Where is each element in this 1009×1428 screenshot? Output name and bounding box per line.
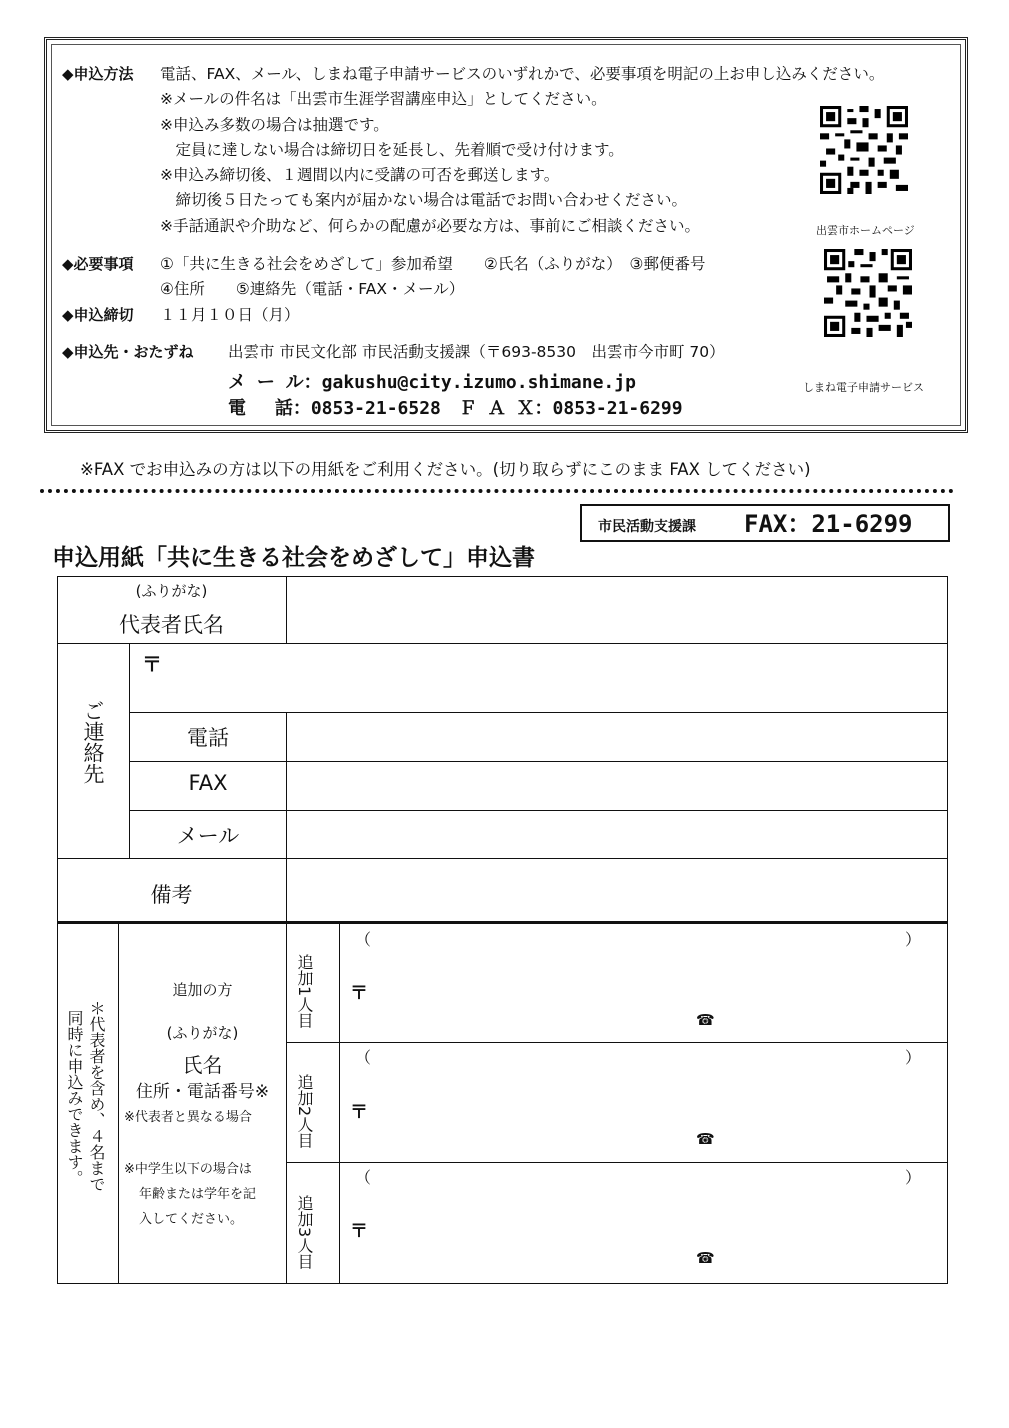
person-3-postal-mark: 〒: [350, 1221, 368, 1242]
fax-label: FAX: [188, 771, 228, 795]
fax-badge: [580, 504, 950, 542]
rep-name-field[interactable]: [287, 577, 947, 643]
deadline-label: ◆申込締切: [62, 306, 134, 324]
mail-label: メール: [176, 824, 240, 848]
cut-line: [40, 489, 954, 493]
note-line: 定員に達しない場合は締切日を延長し、先着順で受け付けます。: [160, 141, 624, 159]
person-2-field[interactable]: [340, 1043, 947, 1162]
furigana-label: (ふりがな): [135, 582, 208, 600]
add-note-1: ※代表者と異なる場合: [124, 1110, 252, 1125]
person-2-open-paren: （: [355, 1048, 372, 1067]
person-3-phone-icon: ☎: [696, 1249, 715, 1267]
add-addr-tel-label: 住所・電話番号※: [135, 1082, 270, 1102]
fax-field[interactable]: [287, 762, 947, 810]
tel-field[interactable]: [287, 713, 947, 761]
person-3-field[interactable]: [340, 1163, 947, 1283]
person-1-open-paren: （: [355, 930, 372, 949]
side-note-col1: ＊代表者を含め、４名まで: [87, 1000, 106, 1192]
note-line: 締切後５日たっても案内が届かない場合は電話でお問い合わせください。: [160, 191, 688, 209]
person-3-close-paren: ）: [905, 1168, 922, 1187]
method-text: 電話、FAX、メール、しまね電子申請サービスのいずれかで、必要事項を明記の上お申し込みください。: [160, 65, 885, 83]
fax-badge-dept: 市民活動支援課: [598, 519, 696, 535]
qr-caption-homepage: 出雲市ホームページ: [816, 224, 915, 237]
qr-caption-e-application: しまね電子申請サービス: [803, 381, 924, 394]
required-line-1: ①「共に生きる社会をめざして」参加希望 ②氏名（ふりがな） ③郵便番号: [160, 255, 706, 273]
form-title: 申込用紙「共に生きる社会をめざして」申込書: [52, 545, 535, 571]
remarks-field[interactable]: [287, 859, 947, 921]
person-3-open-paren: （: [355, 1168, 372, 1187]
note-line: ※申込み多数の場合は抽選です。: [160, 116, 389, 134]
note-line: ※申込み締切後、１週間以内に受講の可否を郵送します。: [160, 166, 560, 184]
remarks-label: 備考: [150, 883, 193, 907]
mail-field[interactable]: [287, 811, 947, 858]
rep-name-label: 代表者氏名: [119, 613, 224, 637]
person-2-close-paren: ）: [905, 1048, 922, 1067]
person-1-field[interactable]: [340, 923, 947, 1042]
person-3-label: 追加3人目: [295, 1195, 314, 1270]
add-note-2a: ※中学生以下の場合は: [124, 1162, 252, 1177]
person-1-label: 追加1人目: [295, 954, 314, 1029]
postal-mark: 〒: [142, 652, 162, 676]
email-line[interactable]: メ ー ル：gakushu@city.izumo.shimane.jp: [228, 372, 636, 393]
person-1-phone-icon: ☎: [696, 1011, 715, 1029]
fax-note: ※FAX でお申込みの方は以下の用紙をご利用ください。(切り取らずにこのまま FAX してください): [80, 460, 811, 479]
note-line: ※メールの件名は「出雲市生涯学習講座申込」としてください。: [160, 90, 607, 108]
side-note-col2: 同時に申込みできます。: [65, 1010, 84, 1186]
required-label: ◆必要事項: [62, 255, 134, 273]
contact-text: 出雲市 市民文化部 市民活動支援課（〒693-8530 出雲市今市町 70）: [228, 343, 725, 361]
form-border-bottom: [57, 1283, 948, 1284]
tel-label: 電話: [187, 726, 229, 750]
add-name-label: 氏名: [182, 1053, 223, 1077]
qr-code-e-application-icon[interactable]: [824, 249, 912, 337]
col-line: [286, 922, 287, 1283]
add-person-label: 追加の方: [172, 981, 233, 999]
contact-label: ◆申込先・おたずね: [62, 343, 194, 361]
person-2-postal-mark: 〒: [350, 1102, 368, 1123]
person-1-postal-mark: 〒: [350, 983, 368, 1004]
person-1-close-paren: ）: [905, 930, 922, 949]
contact-vertical-label: ご連絡先: [81, 700, 105, 784]
add-note-2c: 入してください。: [139, 1212, 244, 1227]
address-field[interactable]: [130, 644, 947, 712]
deadline-text: １１月１０日（月）: [160, 306, 300, 324]
qr-code-homepage-icon[interactable]: [820, 106, 908, 194]
note-line: ※手話通訳や介助など、何らかの配慮が必要な方は、事前にご相談ください。: [160, 217, 700, 235]
col-line: [118, 922, 119, 1283]
person-2-phone-icon: ☎: [696, 1130, 715, 1148]
fax-badge-number: FAX：21-6299: [744, 510, 913, 538]
form-border-right: [947, 576, 948, 1284]
form-border-left: [57, 576, 58, 1284]
required-line-2: ④住所 ⑤連絡先（電話・FAX・メール）: [160, 280, 465, 298]
person-2-label: 追加2人目: [295, 1074, 314, 1149]
add-note-2b: 年齢または学年を記: [139, 1187, 257, 1202]
add-furigana-label: (ふりがな): [166, 1024, 239, 1042]
tel-line: 電 話：0853-21-6528 Ｆ Ａ Ｘ：0853-21-6299: [228, 398, 683, 419]
method-label: ◆申込方法: [62, 65, 134, 83]
